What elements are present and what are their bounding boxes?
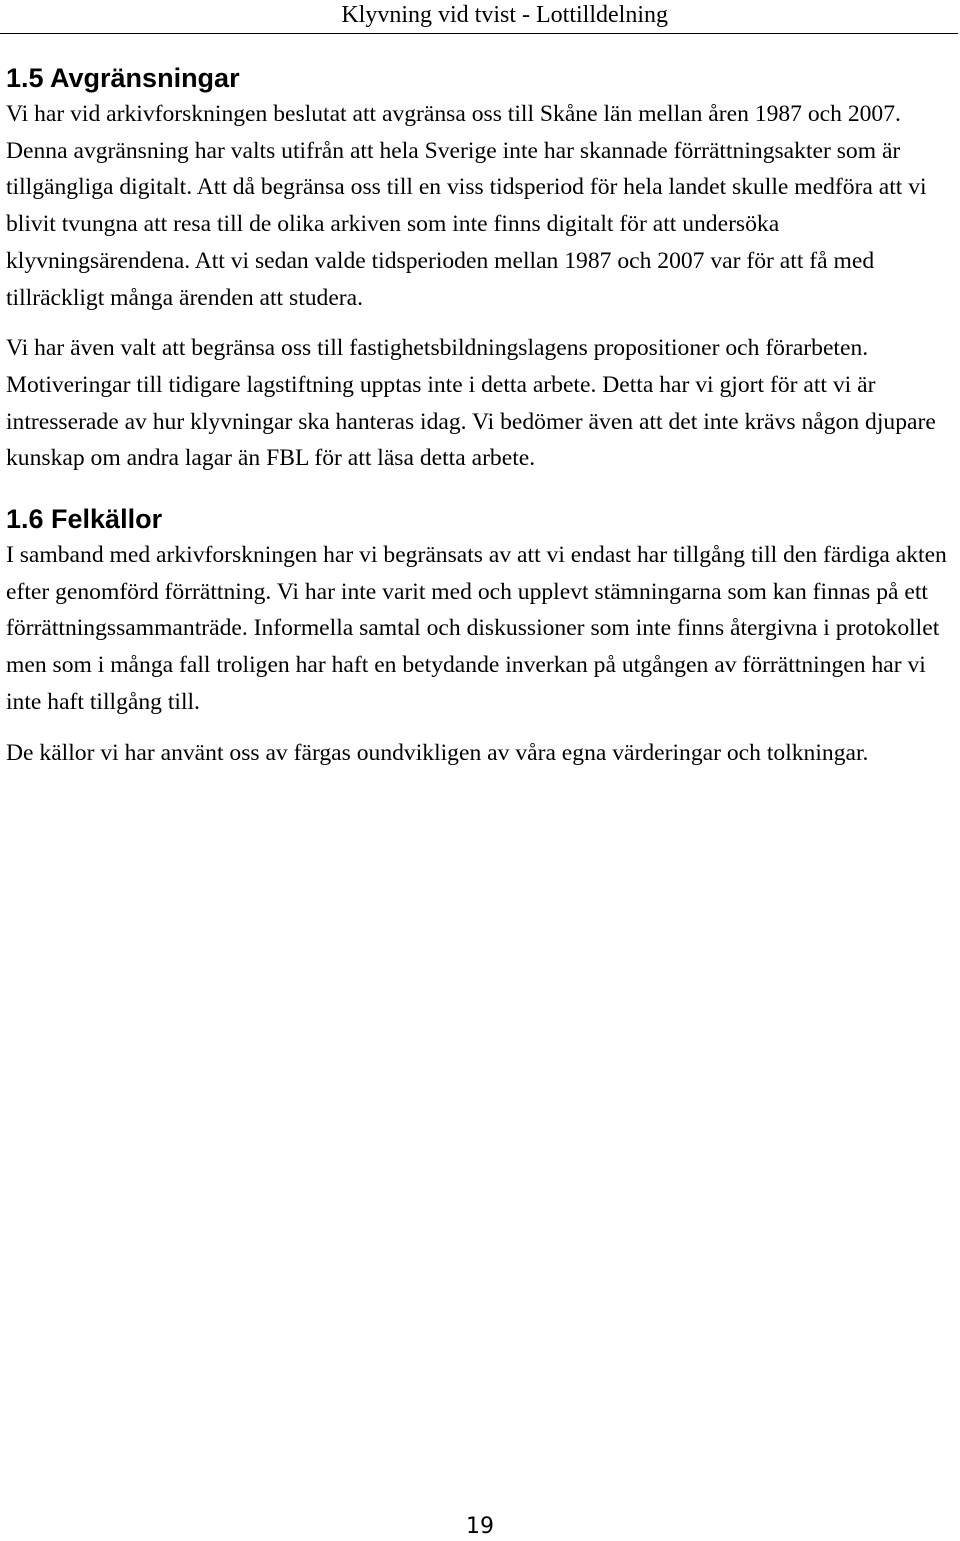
page-number: 19: [466, 1514, 494, 1539]
section-heading: 1.6 Felkällor: [6, 504, 163, 535]
section-spacer: [6, 491, 956, 501]
body-paragraph: I samband med arkivforskningen har vi begränsats av att vi endast har tillgång till den färdiga akten efter genomförd förrättning. Vi har inte varit med och upplevt stämningarna som kan finnas på ett förrättningssammanträde. Informella samtal och diskussioner som inte finns återgivna i protokollet men som i många fall troligen har haft en betydande inverkan på utgången av förrättningen har vi inte haft tillgång till.: [6, 542, 947, 715]
body-paragraph: Vi har även valt att begränsa oss till fastighetsbildningslagens propositioner och förarbeten. Motiveringar till tidigare lagstiftning upptas inte i detta arbete. Detta har vi gjort för att vi är intresserade av hur klyvningar ska hanteras idag. Vi bedömer även att det inte krävs någon djupare kunskap om andra lagar än FBL för att läsa detta arbete.: [6, 335, 936, 472]
section-avgransningar: [6, 60, 956, 477]
body-paragraph: Vi har vid arkivforskningen beslutat att avgränsa oss till Skåne län mellan åren 1987 och 2007. Denna avgränsning har valts utifrån att hela Sverige inte har skannade förrättningsakter som är tillgängliga digitalt. Att då begränsa oss till en viss tidsperiod för hela landet skulle medföra att vi blivit tvungna att resa till de olika arkiven som inte finns digitalt för att undersöka klyvningsärendena. Att vi sedan valde tidsperioden mellan 1987 och 2007 var för att få med tillräckligt många ärenden att studera.: [6, 101, 927, 311]
header-divider: [0, 33, 958, 34]
section-heading: 1.5 Avgränsningar: [6, 63, 240, 93]
body-paragraph: De källor vi har använt oss av färgas oundvikligen av våra egna värderingar och tolkningar.: [6, 739, 869, 766]
section-felkallor: [6, 501, 956, 771]
page-body: [6, 60, 956, 785]
running-header-title: Klyvning vid tvist - Lottilldelning: [341, 2, 668, 28]
